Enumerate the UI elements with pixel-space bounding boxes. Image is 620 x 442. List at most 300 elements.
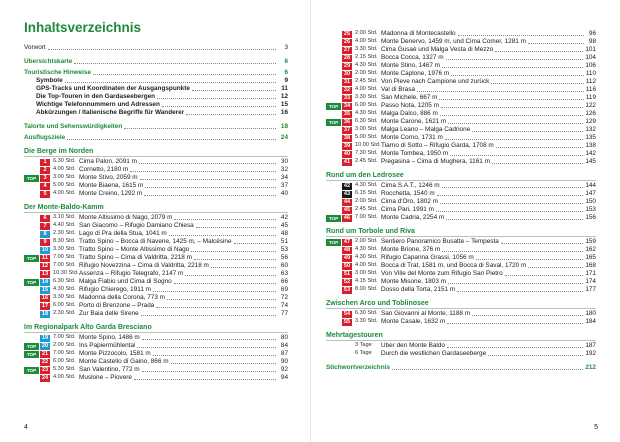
tour-page: 87 [280,350,288,358]
top-tour-badge: TOP [326,103,341,110]
toc-entry[interactable] [24,109,288,117]
tour-entry[interactable] [326,190,596,198]
tour-name: Monte Brione, 376 m [381,246,441,254]
tour-number-badge: 30 [343,70,351,77]
dot-leader [48,48,276,50]
tour-entry[interactable] [326,158,596,166]
tour-number-badge: 13 [41,270,49,277]
section-heading: Im Regionalpark Alto Garda Bresciano [24,323,288,333]
tour-entry[interactable] [326,270,596,278]
top-tour-badge: TOP [24,175,39,182]
tour-entry[interactable] [326,206,596,214]
tour-duration: 6.30 Std. [355,310,378,317]
tour-number-badge: 11 [40,255,50,262]
tour-entry[interactable] [326,246,596,254]
tour-number-badge: 8 [40,231,50,238]
tour-duration: 2.30 Std. [53,310,76,317]
tour-name: Tratto Spino – Cima di Valdritta, 2218 m [79,254,192,262]
section-heading: Der Monte-Baldo-Kamm [24,203,288,213]
tour-entry[interactable] [326,142,596,150]
tour-duration: 4.00 Std. [53,166,76,173]
tour-page: 84 [280,342,288,350]
tour-page: 90 [280,358,288,366]
top-tour-badge [326,111,341,118]
tour-number-badge: 48 [343,246,351,253]
dot-leader [140,178,276,180]
dot-leader [446,58,584,60]
tour-duration: 6.15 Std. [355,190,378,197]
tour-name: Malga Dalco, 886 m [381,110,438,118]
tour-number-badge: 7 [40,223,50,230]
dot-leader [488,354,583,356]
tour-name: Monte Casale, 1632 m [381,318,446,326]
tour-duration: 8.00 Std. [355,286,378,293]
tour-entry[interactable] [24,230,288,238]
top-tour-badge [326,55,341,62]
tour-number-badge: 14 [41,278,49,285]
tour-entry[interactable] [24,262,288,270]
tour-number-badge: 4 [40,183,50,190]
dot-leader [442,250,583,252]
tour-name: Madonna della Corona, 773 m [79,294,165,302]
dot-leader [139,162,276,164]
tour-entry[interactable] [326,262,596,270]
tour-duration: 4.15 Std. [355,278,378,285]
dot-leader [141,314,276,316]
tour-name: Cornetto, 2180 m [79,166,129,174]
dot-leader [445,138,584,140]
tour-page: 192 [585,350,596,358]
tour-entry[interactable] [24,310,288,318]
tour-entry[interactable] [326,182,596,190]
top-tour-badge [24,311,39,318]
entry-title: GPS-Tracks und Koordinaten der Ausgangspunkte [36,85,190,93]
tour-page: 187 [585,342,596,350]
dot-leader [153,354,276,356]
tour-number-badge: 42 [343,182,351,189]
tour-entry[interactable] [326,286,596,294]
right-page [310,0,620,442]
top-tour-badge: TOP [24,351,39,358]
tour-entry[interactable] [24,254,288,262]
tour-entry[interactable] [326,350,596,358]
dot-leader [448,282,583,284]
top-tour-badge [24,239,39,246]
dot-leader [450,154,583,156]
tour-number-badge: 9 [40,239,50,246]
tour-page: 101 [585,46,596,54]
toc-entry[interactable] [24,69,288,77]
tour-entry[interactable] [326,78,596,86]
tour-number-badge: 53 [343,286,351,293]
toc-entry[interactable] [24,123,288,131]
entry-page: 9 [284,77,288,85]
tour-number-badge: 20 [41,342,49,349]
tour-name: Sentiero Panoramico Busatte – Tempesta [381,238,499,246]
tour-entry[interactable] [326,46,596,54]
tour-number-badge: 36 [343,118,351,125]
tour-page: 119 [585,94,596,102]
dot-leader [153,290,276,292]
dot-leader [496,146,584,148]
tour-duration: 10.30 Std. [53,270,79,277]
tour-duration: 4.40 Std. [53,222,76,229]
dot-leader [458,34,584,36]
tour-duration: 7.00 Std. [53,350,76,357]
tour-number-badge: 27 [343,46,351,53]
tour-name: Über den Monte Baldo [381,342,445,350]
tour-name: Pregasina – Cima di Mughera, 1161 m [381,158,490,166]
entry-title: Wichtige Telefonnummern und Adressen [36,101,160,109]
tour-entry[interactable] [326,318,596,326]
dot-leader [142,370,276,372]
tour-page: 122 [585,102,596,110]
entry-page: 15 [280,101,288,109]
tour-entry[interactable] [326,126,596,134]
tour-entry[interactable] [326,150,596,158]
tour-name: Durch die westlichen Gardaseeberge [381,350,487,358]
tour-page: 66 [280,278,288,286]
tour-number-badge [342,343,352,350]
tour-page: 135 [585,134,596,142]
toc-entry[interactable] [24,101,288,109]
tour-duration: 5.00 Std. [53,182,76,189]
top-tour-badge [326,247,341,254]
tour-duration: 3.30 Std. [355,318,378,325]
tour-duration: 6.30 Std. [355,118,378,125]
tour-entry[interactable] [326,134,596,142]
tour-entry[interactable] [326,310,596,318]
tour-name: Dosso della Torta, 2151 m [381,286,456,294]
tour-page: 129 [585,118,596,126]
tour-entry[interactable] [326,198,596,206]
dot-leader [446,218,583,220]
top-tour-badge [326,319,341,326]
dot-leader [447,322,583,324]
dot-leader [74,62,276,64]
tour-duration: 4.30 Std. [355,110,378,117]
entry-title: Talorte und Sehenswürdigkeiten [24,123,123,131]
tour-duration: 4.30 Std. [355,62,378,69]
top-tour-badge [326,199,341,206]
top-tour-badge [24,271,39,278]
tour-duration: 6.30 Std. [53,278,76,285]
tour-duration: 4.30 Std. [355,246,378,253]
dot-leader [137,346,276,348]
top-tour-badge [326,71,341,78]
dot-leader [130,170,276,172]
toc-entry[interactable] [24,44,288,52]
top-tour-badge [24,287,39,294]
tour-number-badge: 50 [343,262,351,269]
tour-entry[interactable] [24,294,288,302]
top-tour-badge [326,311,341,318]
tour-page: 92 [280,366,288,374]
dot-leader [186,113,276,115]
top-tour-badge [326,263,341,270]
tour-number-badge: 41 [343,158,351,165]
toc-entry[interactable] [24,77,288,85]
top-tour-badge [24,159,39,166]
dot-leader [440,202,583,204]
tour-entry[interactable] [326,86,596,94]
top-tour-badge [326,47,341,54]
toc-entry[interactable] [24,134,288,142]
dot-leader [491,82,583,84]
tour-number-badge: 52 [343,278,351,285]
tour-number-badge: 23 [41,366,49,373]
tour-entry[interactable] [326,118,596,126]
left-toc-column [24,44,288,382]
top-tour-badge: TOP [24,279,39,286]
tour-entry[interactable] [326,342,596,350]
tour-entry[interactable] [326,30,596,38]
tour-entry[interactable] [24,238,288,246]
entry-title: Symbole [36,77,63,85]
tour-page: 168 [585,262,596,270]
dot-leader [157,97,276,99]
tour-entry[interactable] [24,182,288,190]
dot-leader [417,90,584,92]
tour-number-badge: 16 [41,294,49,301]
tour-number-badge: 12 [41,262,49,269]
tour-number-badge: 28 [343,54,351,61]
tour-page: 56 [280,254,288,262]
tour-name: Tiarno di Sotto – Rifugio Garda, 1708 m [381,142,494,150]
tour-name: Monte Spino, 1486 m [79,334,140,342]
toc-entry[interactable] [24,58,288,66]
top-tour-badge [326,39,341,46]
tour-entry[interactable] [24,246,288,254]
entry-title: Touristische Hinweise [24,69,92,77]
top-tour-badge [326,143,341,150]
tour-name: Zur Baia delle Sirene [79,310,139,318]
dot-leader [145,186,276,188]
tour-page: 177 [585,286,596,294]
top-tour-badge [326,207,341,214]
tour-page: 63 [280,270,288,278]
tour-name: Passo Nota, 1205 m [381,102,439,110]
tour-number-badge: 49 [343,254,351,261]
tour-entry[interactable] [326,94,596,102]
dot-leader [144,194,276,196]
tour-entry[interactable] [326,254,596,262]
top-tour-badge [326,183,341,190]
tour-name: Bocca di Trat, 1581 m, und Bocca di Saval, 1720 m [381,262,527,270]
dot-leader [191,250,276,252]
tour-name: Monte Caplone, 1976 m [381,70,450,78]
dot-leader [437,194,584,196]
tour-entry[interactable] [326,102,596,110]
tour-entry[interactable] [24,342,288,350]
toc-entry[interactable] [24,85,288,93]
dot-leader [472,130,583,132]
page-title: Inhaltsverzeichnis [24,20,142,35]
tour-name: Monte Pizzocolo, 1581 m [79,350,151,358]
tour-page: 32 [280,166,288,174]
tour-name: Ins Papiermühlental [79,342,136,350]
tour-number-badge: 47 [343,238,351,245]
top-tour-badge [326,63,341,70]
top-tour-badge [24,303,39,310]
top-tour-badge: TOP [24,367,39,374]
tour-entry[interactable] [24,366,288,374]
tour-number-badge: 32 [343,86,351,93]
tour-duration: 3.00 Std. [53,174,76,181]
toc-entry[interactable] [24,93,288,101]
dot-leader [162,105,276,107]
dot-leader [495,50,583,52]
top-tour-badge [326,159,341,166]
tour-entry[interactable] [326,54,596,62]
entry-page: 24 [280,134,288,142]
tour-page: 147 [585,190,596,198]
tour-number-badge: 43 [343,190,351,197]
tour-page: 96 [588,30,596,38]
tour-entry[interactable] [24,190,288,198]
tour-page: 112 [585,78,596,86]
tour-duration: 2.30 Std. [53,230,76,237]
entry-page: 18 [280,123,288,131]
tour-number-badge: 33 [343,94,351,101]
toc-entry-index[interactable] [326,364,596,372]
tour-entry[interactable] [24,174,288,182]
tour-number-badge: 34 [343,102,351,109]
tour-entry[interactable] [24,302,288,310]
tour-name: Val di Brasa [381,86,415,94]
tour-entry[interactable] [326,278,596,286]
tour-duration: 7.00 Std. [53,254,76,261]
tour-duration: 6.00 Std. [53,358,76,365]
tour-number-badge: 54 [343,310,351,317]
tour-entry[interactable] [24,270,288,278]
tour-name: San Giovanni al Monte, 1188 m [381,310,471,318]
tour-entry[interactable] [24,358,288,366]
top-tour-badge: TOP [326,215,341,222]
tour-name: Rifugio Novezzina – Cima di Valdritta, 2218 m [79,262,209,270]
dot-leader [234,242,276,244]
tour-page: 150 [585,198,596,206]
tour-number-badge: 17 [41,302,49,309]
tour-number-badge: 22 [41,358,49,365]
tour-entry[interactable] [326,70,596,78]
tour-page: 144 [585,182,596,190]
tour-name: Monte Castello di Gaino, 866 m [79,358,169,366]
tour-page: 60 [280,262,288,270]
tour-entry[interactable] [326,214,596,222]
tour-name: Monte Misone, 1803 m [381,278,447,286]
top-tour-badge [326,255,341,262]
tour-duration: 3.30 Std. [53,246,76,253]
right-toc-column [326,30,596,372]
entry-title: Ausflugsziele [24,134,66,142]
tour-entry[interactable] [24,278,288,286]
dot-leader [65,81,276,83]
tour-duration: 4.00 Std. [53,374,76,381]
tour-duration: 4.00 Std. [355,86,378,93]
tour-duration: 3.00 Std. [355,126,378,133]
tour-entry[interactable] [326,38,596,46]
tour-page: 184 [585,318,596,326]
tour-duration: 6.00 Std. [355,102,378,109]
tour-duration: 2.45 Std. [355,78,378,85]
tour-number-badge: 45 [343,206,351,213]
top-tour-badge [326,135,341,142]
tour-name: San Giacomo – Rifugio Damiano Chiesa [79,222,194,230]
top-tour-badge [24,263,39,270]
tour-entry[interactable] [326,238,596,246]
top-tour-badge: TOP [326,239,341,246]
tour-name: Monte Altissimo di Nago, 2079 m [79,214,173,222]
tour-duration: 7.00 Std. [53,334,76,341]
dot-leader [501,242,584,244]
dot-leader [392,368,583,370]
dot-leader [439,98,583,100]
tour-duration: 2.00 Std. [53,342,76,349]
tour-entry[interactable] [24,166,288,174]
tour-entry[interactable] [24,334,288,342]
tour-page: 48 [280,230,288,238]
dot-leader [528,42,584,44]
tour-name: Cima S.A.T., 1246 m [381,182,440,190]
top-tour-badge [24,335,39,342]
dot-leader [67,138,276,140]
tour-entry[interactable] [24,158,288,166]
tour-duration: 6 Tage [355,350,372,357]
tour-entry[interactable] [326,110,596,118]
tour-number-badge: 29 [343,62,351,69]
entry-page: 11 [281,85,288,93]
dot-leader [142,338,276,340]
tour-number-badge: 39 [343,142,351,149]
page-number-right: 5 [594,424,598,431]
tour-name: Assenza – Rifugio Telegrafo, 2147 m [79,270,184,278]
top-tour-badge [326,351,341,358]
tour-page: 42 [280,214,288,222]
tour-entry[interactable] [24,374,288,382]
tour-name: Monte Cadria, 2254 m [381,214,445,222]
dot-leader [441,106,583,108]
tour-number-badge: 6 [40,215,50,222]
tour-page: 126 [585,110,596,118]
tour-entry[interactable] [24,222,288,230]
dot-leader [457,290,583,292]
tour-duration: 6.30 Std. [53,158,76,165]
section-heading: Rund um Torbole und Riva [326,227,596,237]
tour-page: 145 [585,158,596,166]
tour-page: 165 [585,254,596,262]
top-tour-badge [326,343,341,350]
tour-name: Madonna di Montecastello [381,30,456,38]
tour-number-badge: 31 [343,78,351,85]
tour-number-badge: 51 [343,270,351,277]
dot-leader [196,226,276,228]
dot-leader [156,306,276,308]
dot-leader [476,258,584,260]
tour-entry[interactable] [326,62,596,70]
tour-duration: 4.00 Std. [355,262,378,269]
tour-number-badge: 10 [41,246,49,253]
tour-page: 37 [280,182,288,190]
tour-number-badge: 1 [40,159,50,166]
tour-entry[interactable] [24,214,288,222]
tour-page: 162 [585,246,596,254]
tour-number-badge: 37 [343,126,351,133]
tour-entry[interactable] [24,350,288,358]
tour-number-badge: 46 [343,214,351,221]
tour-entry[interactable] [24,286,288,294]
tour-duration: 7.00 Std. [53,262,76,269]
